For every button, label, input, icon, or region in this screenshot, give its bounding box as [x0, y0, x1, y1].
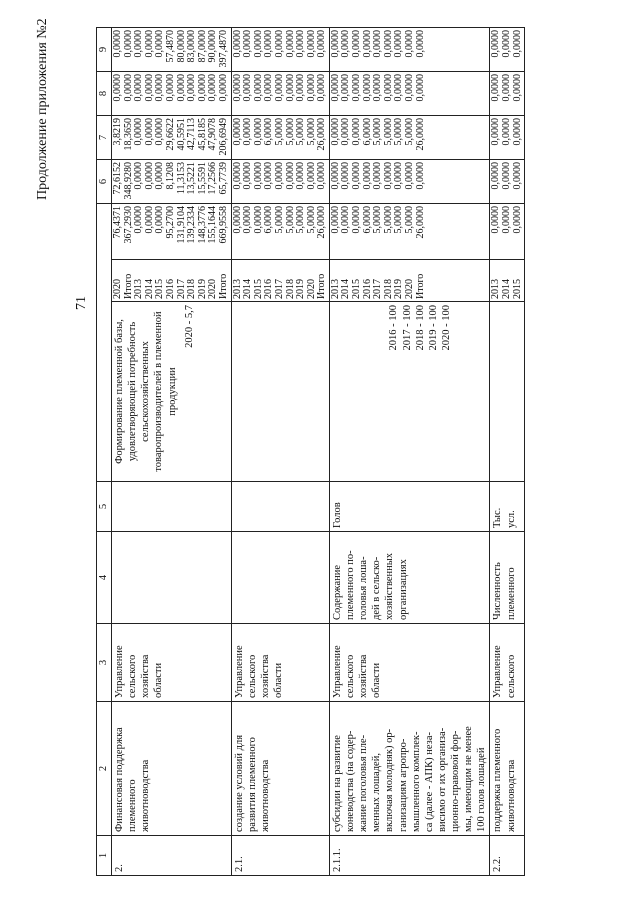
total-values: 0,0000 0,0000 0,0000 6,0000 5,0000 5,0000 5,0000 5,0000 26,0000	[231, 203, 329, 259]
extrabudget-values: 0,0000 0,0000 0,0000 0,0000 0,0000 0,0000 0,0000 0,0000 0,0000	[231, 27, 329, 71]
measure-name: создание условий для развития племенного животноводства	[231, 702, 329, 836]
expected-result	[329, 302, 490, 482]
federal-values: 0,0000 0,0000 0,0000	[490, 159, 525, 203]
extrabudget-values: 0,0000 0,0000 0,0000 0,0000 0,0000 0,0000 0,0000 0,0000 0,0000	[329, 27, 490, 71]
program-table	[96, 28, 613, 876]
header-cell: 2	[97, 702, 112, 836]
header-cell	[97, 203, 112, 481]
row-number: 2.1.1.	[329, 836, 490, 876]
total-values: 76,4371 367,2930 0,0000 0,0000 0,0000 95,2700 131,9104 139,2334 148,3776 155,1644 669,9558	[112, 203, 232, 259]
appendix-title: Продолжение приложения №2	[35, 18, 50, 200]
header-cell: 4	[97, 532, 112, 624]
table-row	[231, 27, 329, 875]
expected-result	[112, 302, 232, 482]
total-values: 0,0000 0,0000 0,0000	[490, 203, 525, 259]
unit	[112, 482, 232, 532]
indicator-name: Содержание племенного по- головья лоша- дей в сельско- хозяйственных организациях	[329, 532, 490, 624]
years-column: 2013 2014 2015	[490, 260, 525, 302]
header-cell: 1	[97, 836, 112, 876]
years-column: 2020 Итого 2013 2014 2015 2016 2017 2018 2019 2020 Итого	[112, 260, 232, 302]
row-number: 2.	[112, 836, 232, 876]
table-body	[112, 27, 525, 875]
executor: Управление сельского	[490, 624, 525, 702]
extrabudget-values: 0,0000 0,0000 0,0000	[490, 27, 525, 71]
financing-table	[96, 27, 525, 876]
table-row	[112, 27, 232, 875]
local-values: 0,0000 0,0000 0,0000 0,0000 0,0000 0,0000 0,0000 0,0000 0,0000 0,0000 0,0000	[112, 71, 232, 115]
unit	[231, 482, 329, 532]
regional-values: 0,0000 0,0000 0,0000	[490, 115, 525, 159]
result-target: 2020 - 5,7	[183, 305, 195, 348]
page-number: 71	[74, 296, 89, 310]
indicator-name: Численность племенного	[490, 532, 525, 624]
local-values: 0,0000 0,0000 0,0000 0,0000 0,0000 0,0000 0,0000 0,0000 0,0000	[329, 71, 490, 115]
expected-result	[231, 302, 329, 482]
indicator-name	[231, 532, 329, 624]
indicator-values: 2016 - 100 2017 - 100 2018 - 100 2019 - 100 2020 - 100	[388, 305, 452, 351]
measure-name: субсидии на развитие коневодства (на содер- жание поголовья пле- менных лошадей, включая молодняк) ор- ганизациям агропро- мышленного комплек- са (далее - АПК) неза- висимо от их организа- ционно-правовой фор- мы, имеющим не менее 100 голов лошадей	[329, 702, 490, 836]
unit: Голов	[329, 482, 490, 532]
header-cell: 6	[97, 159, 112, 203]
expected-result	[490, 302, 525, 482]
years-column: 2013 2014 2015 2016 2017 2018 2019 2020 Итого	[329, 260, 490, 302]
header-cell: 8	[97, 71, 112, 115]
header-cell: 7	[97, 115, 112, 159]
total-values: 0,0000 0,0000 0,0000 6,0000 5,0000 5,0000 5,0000 5,0000 26,0000	[329, 203, 490, 259]
header-row	[97, 27, 112, 875]
measure-name: Финансовая поддержка племенного животноводства	[112, 702, 232, 836]
row-number: 2.2.	[490, 836, 525, 876]
federal-values: 72,6152 348,9280 0,0000 0,0000 0,0000 8,1208 11,3153 13,5221 15,5591 17,2566 65,7739	[112, 159, 232, 203]
local-values: 0,0000 0,0000 0,0000 0,0000 0,0000 0,0000 0,0000 0,0000 0,0000	[231, 71, 329, 115]
federal-values: 0,0000 0,0000 0,0000 0,0000 0,0000 0,0000 0,0000 0,0000 0,0000	[329, 159, 490, 203]
indicator-name	[112, 532, 232, 624]
local-values: 0,0000 0,0000 0,0000	[490, 71, 525, 115]
row-number: 2.1.	[231, 836, 329, 876]
extrabudget-values: 0,0000 0,0000 0,0000 0,0000 0,0000 57,4870 80,0000 83,0000 87,0000 90,0000 397,4870	[112, 27, 232, 71]
measure-name: поддержка племенного животноводства	[490, 702, 525, 836]
header-cell: 3	[97, 624, 112, 702]
table-row	[490, 27, 525, 875]
federal-values: 0,0000 0,0000 0,0000 0,0000 0,0000 0,0000 0,0000 0,0000 0,0000	[231, 159, 329, 203]
expected-result-text: Формирование племенной базы, удовлетворяющей потребность сельскохозяйственных товаропроизводителей в племенной продукции	[114, 311, 178, 472]
executor: Управление сельского хозяйства области	[112, 624, 232, 702]
executor: Управление сельского хозяйства области	[231, 624, 329, 702]
regional-values: 0,0000 0,0000 0,0000 6,0000 5,0000 5,0000 5,0000 5,0000 26,0000	[231, 115, 329, 159]
regional-values: 0,0000 0,0000 0,0000 6,0000 5,0000 5,0000 5,0000 5,0000 26,0000	[329, 115, 490, 159]
years-column: 2013 2014 2015 2016 2017 2018 2019 2020 Итого	[231, 260, 329, 302]
header-cell: 5	[97, 482, 112, 532]
executor: Управление сельского хозяйства области	[329, 624, 490, 702]
regional-values: 3,8219 18,3650 0,0000 0,0000 0,0000 29,6622 40,5951 42,7113 45,8185 47,9078 206,6949	[112, 115, 232, 159]
header-cell: 9	[97, 27, 112, 71]
table-row	[329, 27, 490, 875]
unit: Тыс. усл.	[490, 482, 525, 532]
